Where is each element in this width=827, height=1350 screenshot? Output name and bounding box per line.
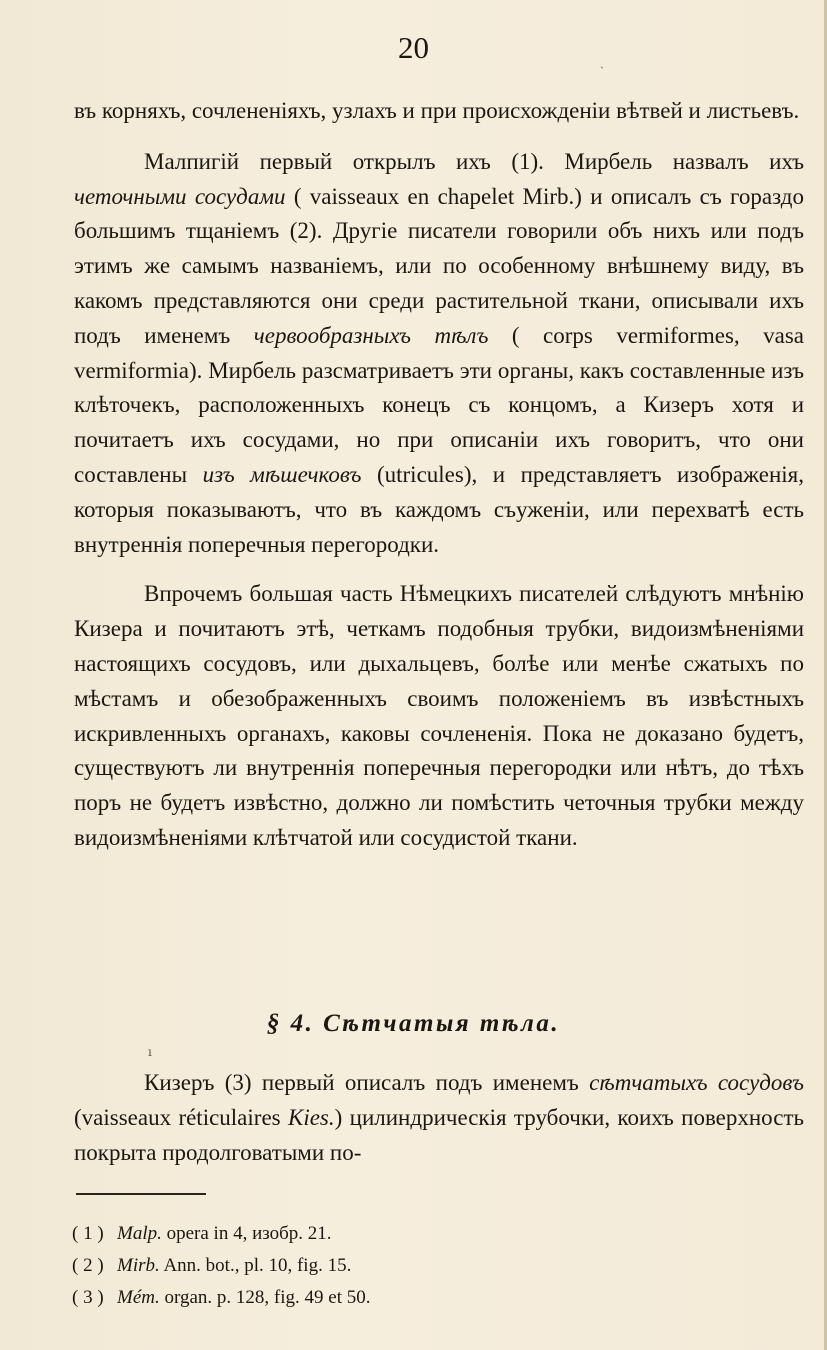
- footnote-author: Mirb.: [117, 1255, 160, 1276]
- text-run: (vaisseaux réticulaires: [74, 1104, 288, 1130]
- paragraph-continuation: [74, 94, 804, 129]
- footnote-text: Ann. bot., pl. 10, fig. 15.: [159, 1255, 352, 1276]
- footnote-number: ( 2 ): [72, 1255, 104, 1276]
- text-run: Малпигій первый открылъ ихъ (1). Мирбель назвалъ ихъ: [144, 148, 804, 174]
- italic-term: четочными сосудами: [74, 183, 286, 209]
- footnote-number: ( 3 ): [72, 1287, 104, 1308]
- print-speck: ˏ: [600, 55, 604, 69]
- italic-term: Kies.: [287, 1104, 335, 1130]
- text-run: (utricules), и представляетъ изображенія, которыя показываютъ, что въ каждомъ съуженіи, или перехватѣ есть внутреннія поперечныя перегородки.: [74, 461, 805, 557]
- body-text-section: [74, 1066, 804, 1170]
- print-speck: ı: [148, 1045, 152, 1059]
- paragraph-reticulate-vessels: [74, 1066, 804, 1170]
- italic-term: сѣтчатыхъ сосудовъ: [589, 1070, 804, 1095]
- text-run: ( corps vermiformes, vasa vermiformia). Мирбель разсматриваетъ эти органы, какъ составленные изъ клѣточекъ, расположенныхъ конецъ съ концомъ, а Кизеръ хотя и почитаетъ ихъ сосудами, но при описаніи ихъ говоритъ, что они составлены: [74, 322, 805, 487]
- footnote: [72, 1250, 722, 1282]
- text-run: Кизеръ (3) первый описалъ подъ именемъ: [144, 1070, 590, 1095]
- footnote-text: opera in 4, изобр. 21.: [161, 1223, 332, 1244]
- footnote-rule: [76, 1193, 206, 1195]
- section-heading: § 4. Сѣтчатыя тѣла.: [266, 1010, 561, 1037]
- paragraph-german-writers: [74, 577, 804, 855]
- text-run: ) цилиндрическія трубочки, коихъ поверхность покрыта продолговатыми по-: [74, 1104, 805, 1165]
- footnote-number: ( 1 ): [72, 1223, 104, 1244]
- footnote: [72, 1218, 722, 1250]
- paragraph-moniliform-vessels: [74, 145, 804, 563]
- footnote-text: organ. p. 128, fig. 49 et 50.: [159, 1287, 371, 1308]
- footnotes: [72, 1218, 722, 1314]
- text-run: Впрочемъ большая часть Нѣмецкихъ писателей слѣдуютъ мнѣнію Кизера и почитаютъ этѣ, четкамъ подобныя трубки, видоизмѣненіями настоящихъ сосудовъ, или дыхальцевъ, болѣе или менѣе сжатыхъ по мѣстамъ и обезображенныхъ своимъ положеніемъ въ извѣстныхъ искривленныхъ органахъ, каковы сочлененія. Пока не доказано будетъ, существуютъ ли внутреннія поперечныя перегородки или нѣтъ, до тѣхъ поръ не будетъ извѣстно, должно ли помѣстить четочныя трубки между видоизмѣненіями клѣтчатой или сосудистой ткани.: [74, 581, 804, 850]
- italic-term: изъ мѣшечковъ: [202, 461, 362, 487]
- italic-term: червообразныхъ тѣлъ: [253, 322, 489, 348]
- body-text-top: [74, 94, 804, 856]
- footnote-author: Mém.: [117, 1287, 160, 1308]
- footnote-author: Malp.: [117, 1223, 162, 1244]
- page-number: 20: [398, 30, 429, 65]
- footnote: [72, 1282, 722, 1314]
- text-run: въ корняхъ, сочлененіяхъ, узлахъ и при происхожденіи вѣтвей и листьевъ.: [74, 98, 800, 123]
- text-run: ( vaisseaux en chapelet Mirb.) и описалъ съ гораздо большимъ тщаніемъ (2). Другіе писатели говорили объ нихъ или подъ этимъ же самымъ названіемъ, или по особенному внѣшнему виду, въ какомъ представляются они среди растительной ткани, описывали ихъ подъ именемъ: [74, 183, 804, 348]
